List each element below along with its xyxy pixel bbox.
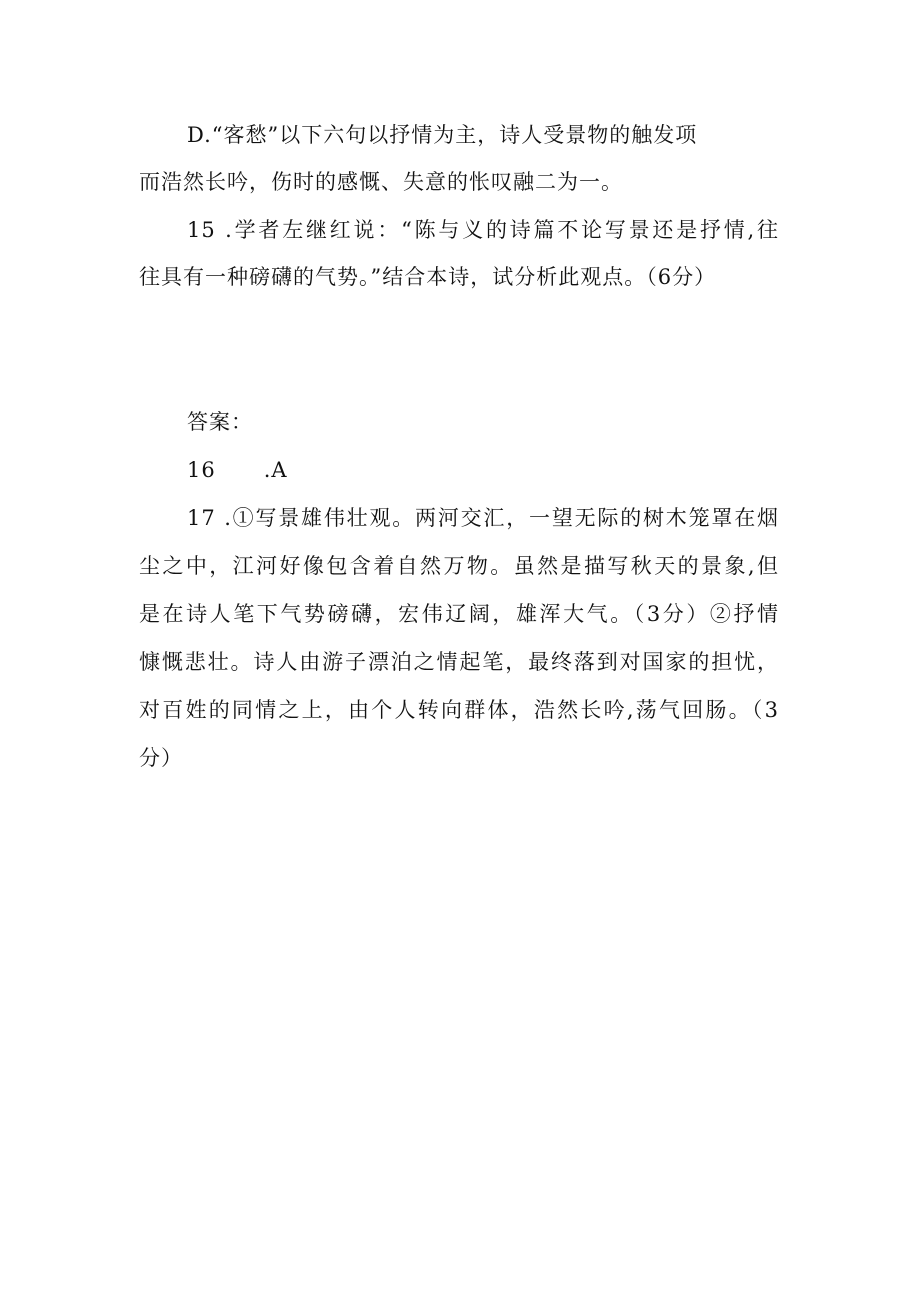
answer-17-line-6: 分） <box>139 746 183 770</box>
question-15-line-1: 15 .学者左继红说：“陈与义的诗篇不论写景还是抒情,往 <box>187 218 779 242</box>
question-15-line-2: 往具有一种磅礴的气势。”结合本诗，试分析此观点。（6分） <box>139 265 717 289</box>
answer-17-line-2: 尘之中，江河好像包含着自然万物。虽然是描写秋天的景象,但 <box>139 554 779 578</box>
answer-17-line-4: 慷慨悲壮。诗人由游子漂泊之情起笔，最终落到对国家的担忧， <box>139 650 779 674</box>
option-d-line-2: 而浩然长吟，伤时的感慨、失意的怅叹融二为一。 <box>139 170 623 194</box>
answer-16-number: 16 <box>187 458 216 482</box>
option-d-line-1: D.“客愁”以下六句以抒情为主，诗人受景物的触发项 <box>187 123 698 147</box>
answer-16-text: .A <box>263 458 288 482</box>
answer-heading: 答案： <box>187 410 253 434</box>
answer-17-line-3: 是在诗人笔下气势磅礴，宏伟辽阔，雄浑大气。（3分）②抒情 <box>139 602 779 626</box>
answer-16 <box>187 456 288 484</box>
answer-17-line-1: 17 .①写景雄伟壮观。两河交汇，一望无际的树木笼罩在烟 <box>187 506 779 530</box>
answer-17-line-5: 对百姓的同情之上，由个人转向群体，浩然长吟,荡气回肠。（3 <box>139 698 779 722</box>
